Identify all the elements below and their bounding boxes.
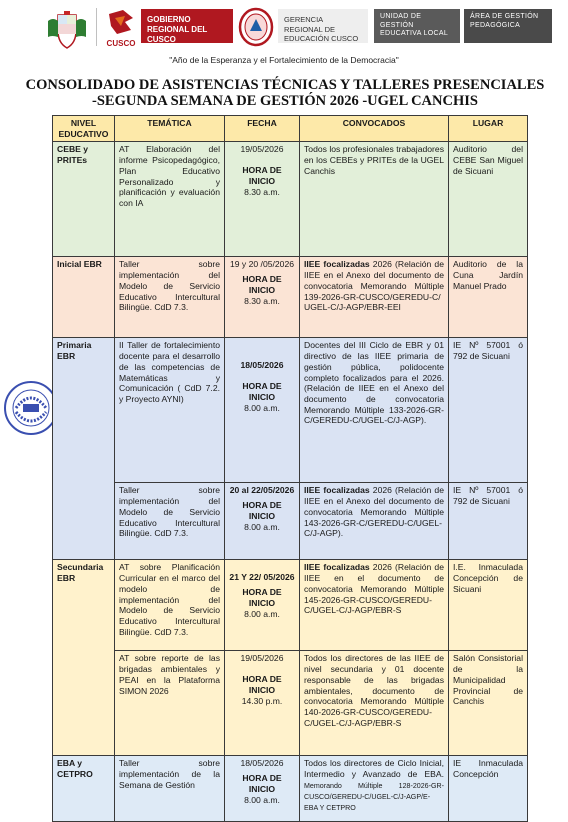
hora-label: HORA DE INICIO [242,674,282,695]
convocados-cell: Todos los directores de las IIEE de nivel secundaria y 01 docente responsable de las brigadas ambientales, documento de convocatoria Memorando Múltiple 140-2026-GR-CUSCO/GEREDU-C/UGEL-C/J-AGP/EBR-S [300,651,449,756]
nivel-cell: Primaria EBR [53,338,115,560]
lugar-cell: IE Nº 57001 ó 792 de Sicuani [449,338,528,483]
fecha-date: 19/05/2026 [240,144,284,155]
fecha-cell [225,257,300,338]
lugar-cell: Auditorio de la Cuna Jardín Manuel Prado [449,257,528,338]
lugar-cell: Salón Consistorial de la Municipalidad Provincial de Canchis [449,651,528,756]
convocados-bold: IIEE focalizadas [304,485,370,496]
nivel-cell: Inicial EBR [53,257,115,338]
table-row [53,560,528,651]
tematica-cell: Taller sobre implementación de la Semana de Gestión [115,756,225,822]
document-title [20,77,550,109]
region-logo-text: CUSCO [106,39,136,48]
fecha-date: 18/05/2026 [240,360,284,371]
col-header-nivel: NIVEL EDUCATIVO [53,116,115,142]
title-line-2: -SEGUNDA SEMANA DE GESTIÓN 2026 -UGEL CANCHIS [92,93,478,109]
hora-value: 8.00 a.m. [244,402,280,413]
area-gestion-label: ÁREA DE GESTIÓN PEDAGÓGICA [464,9,552,43]
gerencia-regional-label: GERENCIA REGIONAL DE EDUCACIÓN CUSCO [278,9,368,43]
cusco-region-logo-icon [103,8,139,50]
ugel-label: UNIDAD DE GESTIÓN EDUCATIVA LOCAL [374,9,460,43]
table-row [53,651,528,756]
table-row [53,257,528,338]
fecha-date: 18/05/2026 [240,758,284,769]
convocados-cell: Docentes del III Ciclo de EBR y 01 directivo de las IIEE primaria de gestión pública, polidocente completo focalizados para el 2026. (Relación de IIEE en el Anexo del documento de convocatoria Memorando Múltiple 133-2026-GR-C/GEREDU-C/UGEL-C/J-AGP). [300,338,449,483]
convocados-text: 2026 (Relación de IIEE en el Anexo del documento de convocatoria Memorando Múltiple 139-2026-GR-CUSCO/GEREDU-C/ UGEL-C/J-AGP/EBR-EEI [304,259,444,313]
table-header-row [53,116,528,142]
convocados-bold: IIEE focalizadas [304,259,370,270]
convocados-cell [300,560,449,651]
hora-label: HORA DE INICIO [242,381,282,402]
fecha-date: 19 y 20 /05/2026 [229,259,295,270]
convocados-cell [300,756,449,822]
convocados-memo: Memorando Múltiple 128-2026-GR-CUSCO/GEREDU-C/UGEL-C/J-AGP/E-EBA Y CETPRO [304,781,444,812]
hora-value: 8.30 a.m. [244,295,280,306]
tematica-cell: II Taller de fortalecimiento docente para el desarrollo de las competencias de Matemáticas y Comunicación ( CdD 7.2. y Proyecto AYNI) [115,338,225,483]
header-divider [96,8,97,46]
fecha-cell [225,756,300,822]
hora-label: HORA DE INICIO [242,773,282,794]
col-header-fecha: FECHA [225,116,300,142]
nivel-cell: Secundaria EBR [53,560,115,756]
ugel-seal-icon [238,7,274,47]
tematica-cell: Taller sobre implementación del Modelo de Servicio Educativo Intercultural Bilingüe. CdD 7.3. [115,483,225,560]
hora-label: HORA DE INICIO [242,274,282,295]
table-row [53,338,528,483]
nivel-cell: CEBE y PRITEs [53,142,115,257]
convocados-text: 2026 (Relación de IIEE en el documento de convocatoria Memorando Múltiple 145-2026-GR-CUSCO/GEREDU-C/UGEL-C/J-AGP/EBR-S [304,562,444,616]
table-row [53,142,528,257]
convocados-cell [300,483,449,560]
convocados-cell: Todos los profesionales trabajadores en los CEBEs y PRITEs de la UGEL Canchis [300,142,449,257]
tematica-cell: Taller sobre implementación del Modelo de Servicio Educativo Intercultural Bilingüe. CdD 7.3. [115,257,225,338]
hora-label: HORA DE INICIO [242,165,282,186]
fecha-cell [225,483,300,560]
hora-value: 8.30 a.m. [244,186,280,197]
col-header-convocados: CONVOCADOS [300,116,449,142]
convocados-text: Todos los directores de Ciclo Inicial, Intermedio y Avanzado de EBA. [304,758,444,780]
nivel-cell: EBA y CETPRO [53,756,115,822]
hora-value: 14.30 p.m. [241,695,283,706]
tematica-cell: AT sobre reporte de las brigadas ambientales y PEAI en la Plataforma SIMON 2026 [115,651,225,756]
assistance-table [52,115,528,822]
gobierno-regional-label: GOBIERNO REGIONAL DEL CUSCO [141,9,233,43]
col-header-lugar: LUGAR [449,116,528,142]
table-row [53,483,528,560]
col-header-tematica: TEMÁTICA [115,116,225,142]
fecha-date: 20 al 22/05/2026 [229,485,295,496]
letterhead [0,0,568,56]
year-motto: "Año de la Esperanza y el Fortalecimiento de la Democracia" [169,55,399,65]
hora-value: 8.00 a.m. [244,608,280,619]
table-row [53,756,528,822]
title-line-1: CONSOLIDADO DE ASISTENCIAS TÉCNICAS Y TALLERES PRESENCIALES [25,77,545,93]
hora-label: HORA DE INICIO [242,587,282,608]
lugar-cell: IE Nº 57001 ó 792 de Sicuani [449,483,528,560]
peru-coat-of-arms-icon [44,11,90,51]
fecha-cell [225,142,300,257]
tematica-cell: AT Elaboración del informe Psicopedagógico, Plan Educativo Personalizado y planificación y evaluación con IA [115,142,225,257]
fecha-cell [225,560,300,651]
hora-value: 8.00 a.m. [244,794,280,805]
lugar-cell: Auditorio del CEBE San Miguel de Sicuani [449,142,528,257]
lugar-cell: I.E. Inmaculada Concepción de Sicuani [449,560,528,651]
convocados-text: 2026 (Relación de IIEE en el Anexo del documento de convocatoria Memorando Múltiple 143-2026-GR-C/GEREDU-C/UGEL-C/J-AGP). [304,485,444,539]
convocados-cell [300,257,449,338]
convocados-bold: IIEE focalizadas [304,562,370,573]
fecha-cell [225,338,300,483]
fecha-date: 19/05/2026 [240,653,284,664]
fecha-date: 21 Y 22/ 05/2026 [229,572,295,583]
fecha-cell [225,651,300,756]
hora-label: HORA DE INICIO [242,500,282,521]
lugar-cell: IE Inmaculada Concepción [449,756,528,822]
hora-value: 8.00 a.m. [244,521,280,532]
tematica-cell: AT sobre Planificación Curricular en el marco del modelo de implementación del Modelo de Servicio Educativo Intercultural Bilingüe. CdD 7.3. [115,560,225,651]
